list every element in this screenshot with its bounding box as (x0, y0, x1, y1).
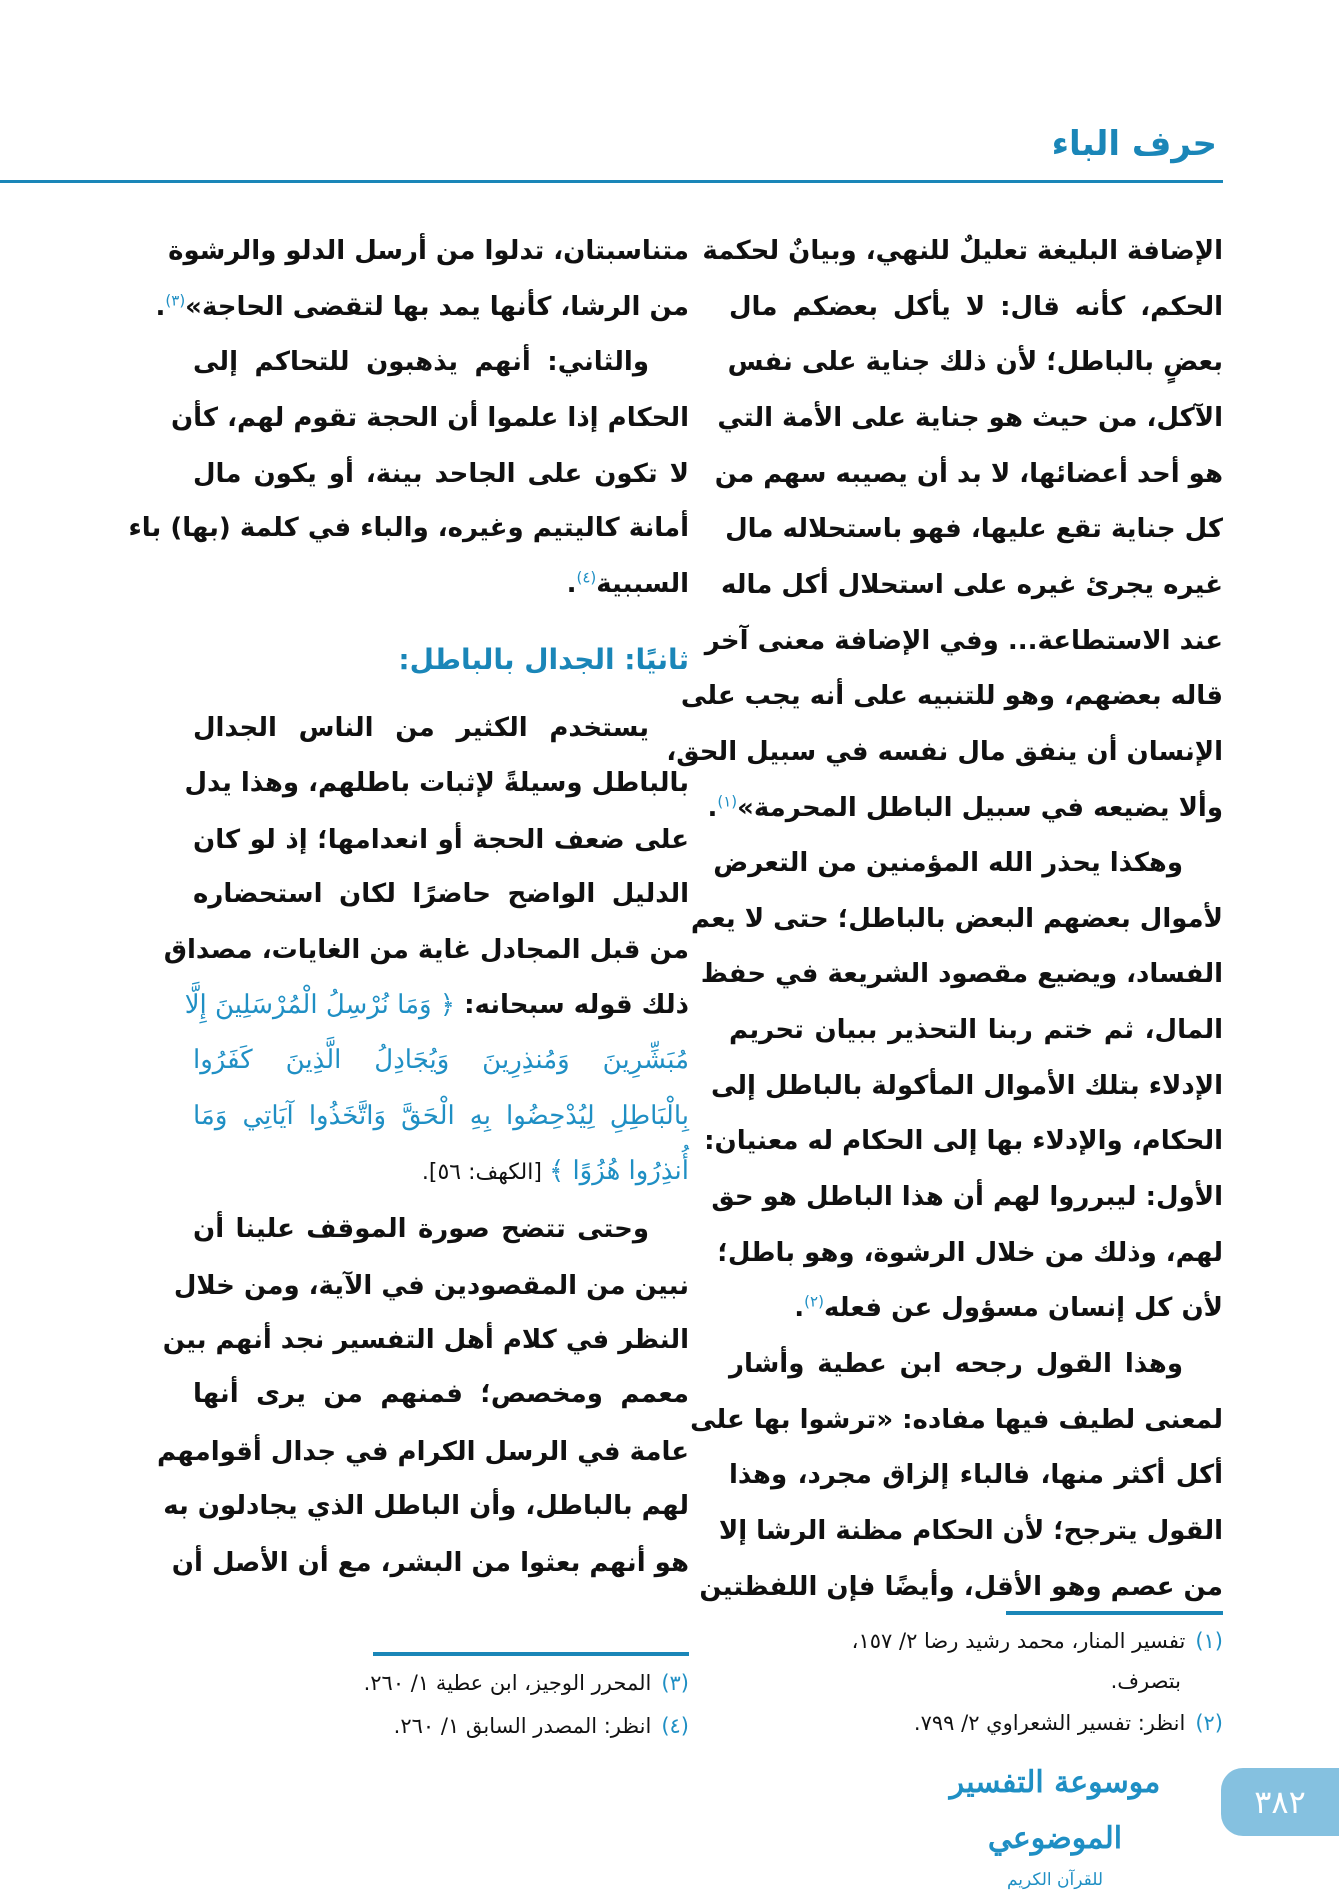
text-line (193, 866, 689, 922)
footnote-reference: (٣) (165, 291, 186, 310)
text-line (725, 501, 1223, 557)
text-line (729, 1280, 1223, 1336)
text-segment: عامة في الرسل الكرام في جدال أقوامهم (157, 1437, 689, 1467)
text-segment: الإنسان أن ينفق مال نفسه في سبيل الحق، (666, 737, 1223, 767)
footnote-text: بتصرف. (1110, 1669, 1181, 1693)
text-segment: لمعنى لطيف فيها مفاده: «ترشوا بها على (690, 1405, 1223, 1435)
encyclopedia-logo (925, 1755, 1185, 1890)
text-line (707, 780, 1223, 836)
text-line (717, 1225, 1223, 1281)
text-segment: ليبرروا لهم أن هذا الباطل هو حق (711, 1182, 1146, 1212)
text-segment: بعضٍ بالباطل؛ لأن ذلك جناية على نفس (727, 347, 1223, 377)
text-line (718, 1503, 1223, 1559)
text-segment: الدليل الواضح حاضرًا لكان استحضاره (193, 879, 689, 909)
text-segment: الآكل، من حيث هو جناية على الأمة التي (717, 403, 1223, 433)
text-segment: الحكم، كأنه قال: لا يأكل بعضكم مال (729, 292, 1223, 322)
right-text-column (666, 0, 1223, 1700)
footnote-divider-right (1006, 1611, 1223, 1615)
text-segment: لهم بالباطل، وأن الباطل الذي يجادلون به (163, 1491, 689, 1521)
footnote-number: (١) (1195, 1629, 1223, 1653)
text-segment: السببية (596, 569, 689, 599)
footnote-1-continuation (1111, 1661, 1181, 1701)
text-line (163, 1478, 689, 1534)
footnote-text: تفسير المنار، محمد رشيد رضا ٢/ ١٥٧، (851, 1629, 1186, 1653)
text-segment: من قبل المجادل غاية من الغايات، مصداق (163, 935, 689, 965)
text-segment: أمانة كاليتيم وغيره، والباء في كلمة (بها) باء (128, 513, 689, 543)
text-segment: وألا يضيعه في سبيل الباطل المحرمة» (737, 793, 1223, 823)
text-segment: الفساد، ويضيع مقصود الشريعة في حفظ (700, 959, 1223, 989)
text-line (163, 922, 689, 978)
footnote-number: (٣) (661, 1671, 689, 1695)
text-segment: لأموال بعضهم البعض بالباطل؛ حتى لا يعم (690, 904, 1223, 934)
text-line (729, 1447, 1223, 1503)
text-segment: معمم ومخصص؛ فمنهم من يرى أنها (193, 1379, 689, 1409)
text-segment: عند الاستطاعة... وفي الإضافة معنى آخر (704, 626, 1223, 656)
text-segment: لأن كل إنسان مسؤول عن فعله (823, 1293, 1223, 1323)
text-line (713, 835, 1223, 891)
text-segment: ذلك قوله سبحانه: (455, 990, 689, 1020)
text-line (193, 556, 689, 612)
text-segment: أكل أكثر منها، فالباء إلزاق مجرد، وهذا (729, 1460, 1223, 1490)
text-line (157, 1424, 689, 1480)
text-line (729, 334, 1223, 390)
text-line (702, 223, 1223, 279)
text-segment: نبين من المقصودين في الآية، ومن خلال (173, 1271, 689, 1301)
text-line (155, 279, 689, 335)
text-segment: الإدلاء بتلك الأموال المأكولة بالباطل إلى (710, 1071, 1223, 1101)
text-line (193, 812, 689, 868)
text-line (168, 223, 689, 279)
text-segment: . (155, 292, 166, 322)
footnote-divider-left (373, 1652, 689, 1656)
text-line (717, 390, 1223, 446)
text-segment: وهذا القول رجحه ابن عطية وأشار (729, 1349, 1183, 1379)
logo-subtitle: للقرآن الكريم (1006, 1870, 1104, 1890)
text-line (193, 700, 689, 756)
text-line (128, 500, 689, 556)
text-line (193, 1143, 689, 1199)
text-line (714, 446, 1223, 502)
text-line (729, 1002, 1223, 1058)
footnote-1 (852, 1621, 1223, 1661)
footnote-text: المحرر الوجيز، ابن عطية ١/ ٢٦٠. (363, 1671, 652, 1695)
text-segment: قاله بعضهم، وهو للتنبيه على أنه يجب على (680, 681, 1223, 711)
text-line (680, 668, 1223, 724)
text-line (666, 724, 1223, 780)
text-line (729, 279, 1223, 335)
footnote-reference: (٤) (576, 568, 597, 587)
text-segment: القول يترجح؛ لأن الحكام مظنة الرشا إلا (718, 1516, 1223, 1546)
quran-verse: أُنذِرُوا هُزُوًا ﴾ (548, 1156, 689, 1186)
text-line (193, 334, 689, 390)
footnote-2 (914, 1703, 1223, 1743)
text-segment: ثانيًا: الجدال بالباطل: (398, 643, 689, 676)
text-line (173, 1258, 689, 1314)
quran-verse: مُبَشِّرِينَ وَمُنذِرِينَ وَيُجَادِلُ الَّذِينَ كَفَرُوا (193, 1045, 689, 1075)
text-line (690, 1392, 1223, 1448)
section-heading (193, 632, 689, 688)
text-segment: بالباطل وسيلةً لإثبات باطلهم، وهذا يدل (184, 768, 689, 798)
footnote-3 (364, 1663, 689, 1703)
left-text-column (128, 0, 689, 1700)
text-segment: متناسبتان، تدلوا من أرسل الدلو والرشوة (168, 236, 689, 266)
text-line (184, 977, 689, 1033)
text-segment: وحتى تتضح صورة الموقف علينا أن (193, 1214, 649, 1244)
text-line (704, 613, 1223, 669)
quran-verse: بِالْبَاطِلِ لِيُدْحِضُوا بِهِ الْحَقَّ وَاتَّخَذُوا آيَاتِي وَمَا (193, 1101, 689, 1131)
text-segment: من الرشا، كأنها يمد بها لتقضى الحاجة» (185, 292, 689, 322)
text-segment: على ضعف الحجة أو انعدامها؛ إذ لو كان (193, 825, 689, 855)
footnote-reference: (١) (717, 792, 738, 811)
text-line (193, 446, 689, 502)
page-number: ٣٨٢ (1221, 1768, 1339, 1836)
text-segment: وهكذا يحذر الله المؤمنين من التعرض (713, 848, 1183, 878)
text-segment: هو أنهم بعثوا من البشر، مع أن الأصل أن (171, 1548, 689, 1578)
text-line (170, 390, 689, 446)
text-segment: الحكام، والإدلاء بها إلى الحكام له معنيان: (704, 1126, 1223, 1156)
text-line (193, 1201, 689, 1257)
text-segment: من عصم وهو الأقل، وأيضًا فإن اللفظتين (699, 1572, 1223, 1602)
text-segment: . (566, 569, 577, 599)
text-line (704, 1113, 1223, 1169)
footnote-reference: (٢) (804, 1292, 824, 1311)
text-segment: الحكام إذا علموا أن الحجة تقوم لهم، كأن (170, 403, 689, 433)
text-segment: يستخدم الكثير من الناس الجدال (193, 713, 649, 743)
text-line (699, 1559, 1223, 1615)
text-segment: كل جناية تقع عليها، فهو باستحلاله مال (725, 514, 1223, 544)
text-line (162, 1312, 689, 1368)
logo-title: موسوعة التفسير الموضوعي (949, 1765, 1161, 1856)
footnote-text: انظر: تفسير الشعراوي ٢/ ٧٩٩. (913, 1711, 1186, 1735)
text-line (710, 1058, 1223, 1114)
text-segment: هو أحد أعضائها، لا بد أن يصيبه سهم من (714, 459, 1223, 489)
footnote-number: (٤) (661, 1714, 689, 1738)
chapter-title: حرف الباء (1051, 124, 1217, 164)
text-segment: . (707, 793, 718, 823)
text-line (193, 1366, 689, 1422)
text-segment: لهم، وذلك من خلال الرشوة، وهو باطل؛ (717, 1238, 1223, 1268)
text-segment: النظر في كلام أهل التفسير نجد أنهم بين (162, 1325, 689, 1355)
text-line (690, 891, 1223, 947)
text-line (700, 946, 1223, 1002)
text-line (184, 755, 689, 811)
text-segment: الإضافة البليغة تعليلٌ للنهي، وبيانٌ لحكمة (702, 236, 1223, 266)
quran-verse: ﴿ وَمَا نُرْسِلُ الْمُرْسَلِينَ إِلَّا (184, 990, 456, 1020)
text-line (193, 1032, 689, 1088)
text-line (193, 1088, 689, 1144)
text-line (720, 557, 1223, 613)
text-segment: والثاني: أنهم يذهبون للتحاكم إلى (193, 347, 649, 377)
text-segment: . (794, 1293, 805, 1323)
text-segment: غيره يجرئ غيره على استحلال أكل ماله (720, 570, 1223, 600)
text-line (171, 1535, 689, 1591)
text-line (729, 1336, 1223, 1392)
verse-citation: [الكهف: ٥٦]. (421, 1160, 549, 1185)
footnote-text: انظر: المصدر السابق ١/ ٢٦٠. (393, 1714, 652, 1738)
text-segment: الأول: (1145, 1182, 1223, 1212)
footnote-4 (394, 1706, 689, 1746)
footnote-number: (٢) (1195, 1711, 1223, 1735)
text-segment: المال، ثم ختم ربنا التحذير ببيان تحريم (729, 1015, 1223, 1045)
text-line (711, 1169, 1223, 1225)
text-segment: لا تكون على الجاحد بينة، أو يكون مال (193, 459, 689, 489)
